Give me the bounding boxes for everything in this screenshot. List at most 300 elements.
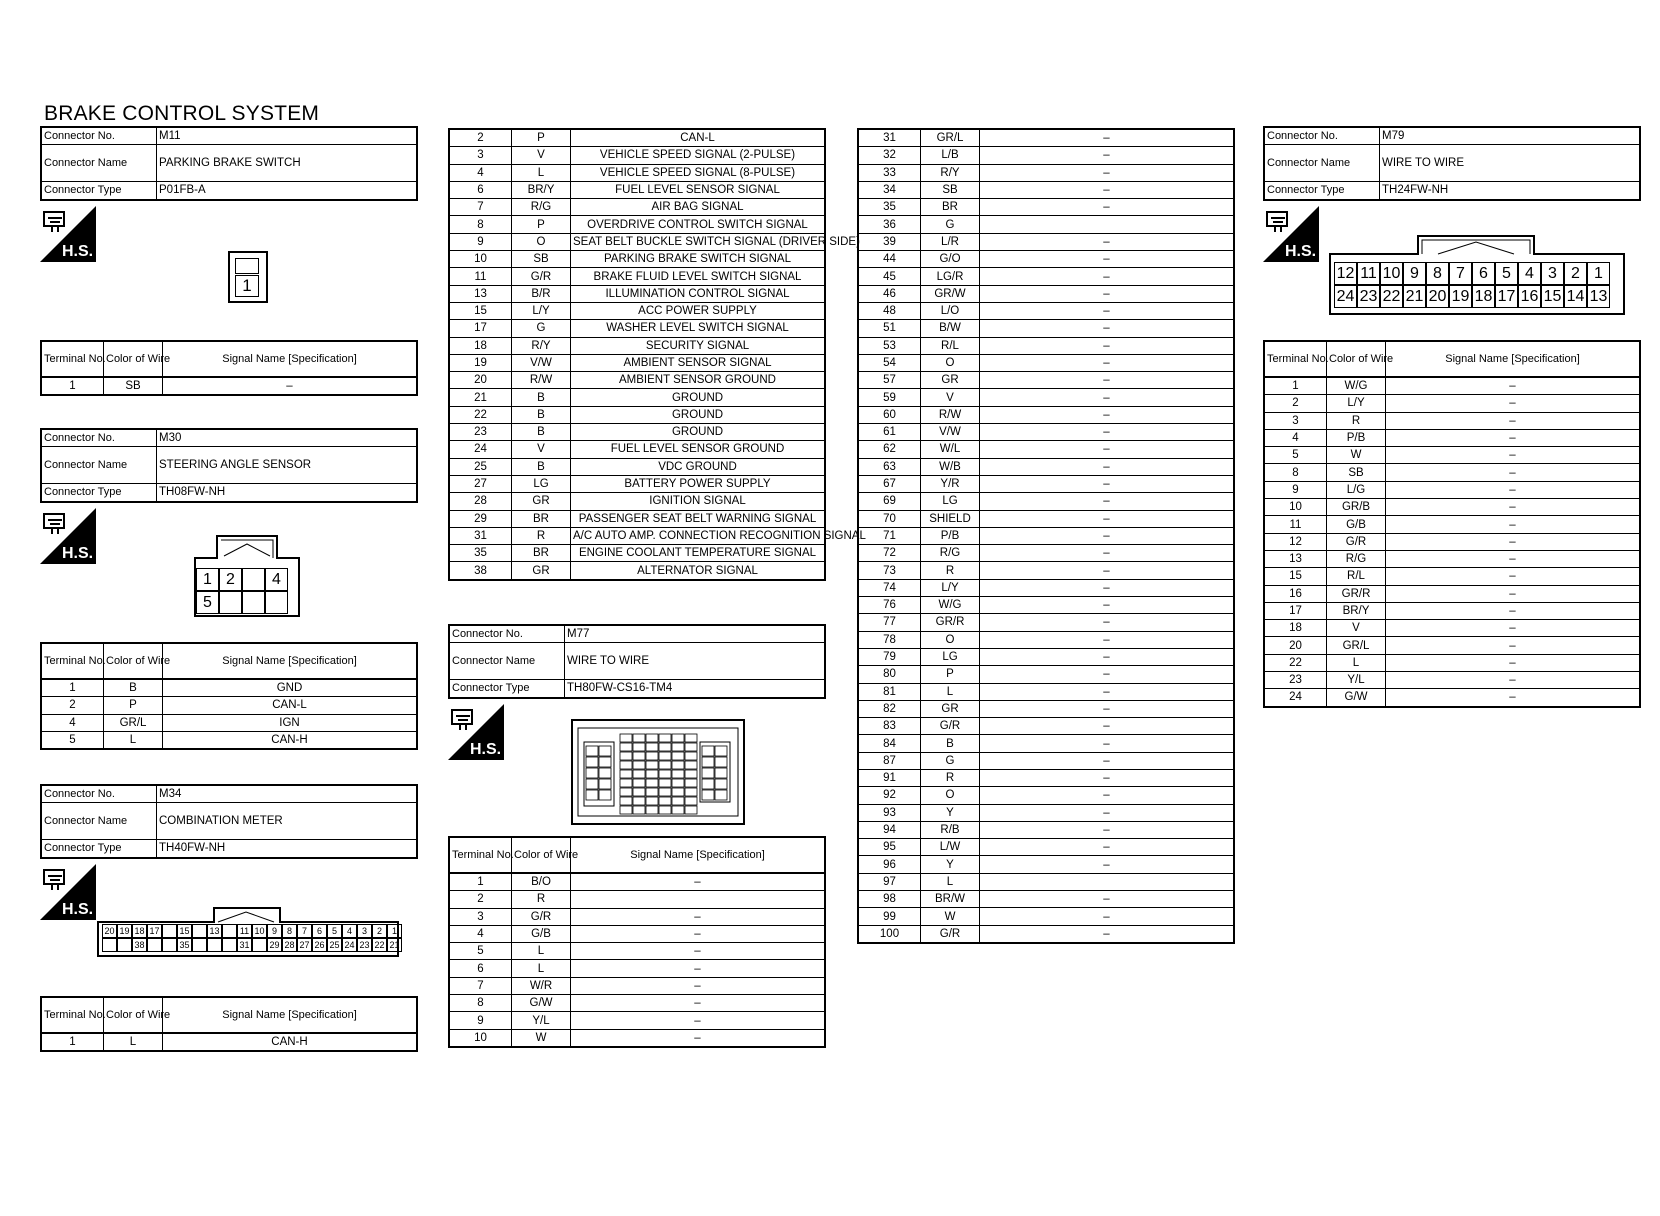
table-row <box>449 285 825 302</box>
connector-type-value: TH80FW-CS16-TM4 <box>565 680 826 698</box>
color-of-wire-header: Color of Wire <box>1327 341 1386 377</box>
m77-connector-face <box>570 718 746 828</box>
table-row <box>858 821 1234 838</box>
table-row <box>1264 550 1640 567</box>
wire-color-cell: O <box>921 631 980 648</box>
connector-m11-info <box>40 126 418 201</box>
signal-name-cell: FUEL LEVEL SENSOR GROUND <box>571 441 826 458</box>
terminal-no-cell: 12 <box>1264 533 1327 550</box>
wire-color-cell: SB <box>512 251 571 268</box>
wire-color-cell: Y <box>921 856 980 873</box>
signal-name-cell: – <box>980 493 1235 510</box>
wire-color-cell: LG <box>512 475 571 492</box>
signal-name-cell: – <box>980 891 1235 908</box>
wire-color-cell: W/R <box>512 977 571 994</box>
signal-name-cell: – <box>980 337 1235 354</box>
wire-color-cell: SB <box>104 377 163 395</box>
signal-name-cell: – <box>980 320 1235 337</box>
wire-color-cell: G <box>921 216 980 233</box>
signal-name-cell: CAN-L <box>571 129 826 147</box>
table-row <box>1264 654 1640 671</box>
connector-pin: 5 <box>1495 262 1518 285</box>
wire-color-cell: V <box>921 389 980 406</box>
connector-pin: 19 <box>117 924 132 938</box>
signal-name-cell: – <box>163 377 418 395</box>
wire-color-cell: G/R <box>921 718 980 735</box>
terminal-no-cell: 92 <box>858 787 921 804</box>
terminal-no-cell: 84 <box>858 735 921 752</box>
wire-color-cell: L/Y <box>921 579 980 596</box>
wire-color-cell: L/B <box>921 147 980 164</box>
connector-pin <box>242 591 265 614</box>
terminal-no-cell: 4 <box>41 714 104 731</box>
terminal-no-cell: 96 <box>858 856 921 873</box>
terminal-no-cell: 29 <box>449 510 512 527</box>
table-row <box>449 995 825 1012</box>
table-row <box>1264 672 1640 689</box>
wire-color-cell: R <box>1327 412 1386 429</box>
table-row <box>858 700 1234 717</box>
signal-name-cell: – <box>980 769 1235 786</box>
table-row <box>449 129 825 147</box>
table-row <box>858 562 1234 579</box>
signal-name-cell: – <box>980 804 1235 821</box>
connector-name-label: Connector Name <box>41 447 157 484</box>
terminal-no-cell: 93 <box>858 804 921 821</box>
m30-pin-grid <box>196 568 288 614</box>
wire-color-cell: V <box>512 147 571 164</box>
connector-pin: 10 <box>252 924 267 938</box>
connector-pin: 18 <box>132 924 147 938</box>
connector-pin: 4 <box>1518 262 1541 285</box>
signal-name-cell: – <box>1386 689 1641 707</box>
signal-name-cell: – <box>1386 637 1641 654</box>
terminal-no-cell: 15 <box>1264 568 1327 585</box>
wire-color-cell: R/W <box>921 406 980 423</box>
connector-name-value: PARKING BRAKE SWITCH <box>157 145 418 182</box>
connector-pin: 35 <box>177 938 192 952</box>
terminal-no-cell: 70 <box>858 510 921 527</box>
terminal-no-cell: 9 <box>449 233 512 250</box>
table-row <box>1264 481 1640 498</box>
color-of-wire-header: Color of Wire <box>104 643 163 679</box>
signal-name-cell: VEHICLE SPEED SIGNAL (8-PULSE) <box>571 164 826 181</box>
connector-type-label: Connector Type <box>41 484 157 502</box>
signal-name-cell: – <box>980 579 1235 596</box>
table-row <box>1264 585 1640 602</box>
table-row <box>1264 689 1640 707</box>
connector-pin: 26 <box>312 938 327 952</box>
terminal-no-cell: 45 <box>858 268 921 285</box>
table-row <box>449 943 825 960</box>
wire-color-cell: V <box>512 441 571 458</box>
wire-color-cell: Y/L <box>512 1012 571 1029</box>
terminal-no-cell: 36 <box>858 216 921 233</box>
table-row <box>449 908 825 925</box>
terminal-no-cell: 16 <box>1264 585 1327 602</box>
connector-pin: 1 <box>387 924 402 938</box>
terminal-no-cell: 18 <box>449 337 512 354</box>
wire-color-cell: G <box>512 320 571 337</box>
pin-1: 1 <box>235 275 259 297</box>
table-row <box>858 354 1234 371</box>
table-row <box>858 527 1234 544</box>
harness-side-icon <box>40 508 96 564</box>
terminal-no-cell: 73 <box>858 562 921 579</box>
wire-color-cell: B <box>512 406 571 423</box>
signal-name-cell: – <box>980 735 1235 752</box>
connector-pin: 16 <box>1518 285 1541 308</box>
table-row <box>449 1012 825 1029</box>
connector-pin: 25 <box>327 938 342 952</box>
table-row <box>449 354 825 371</box>
connector-pin: 14 <box>1564 285 1587 308</box>
terminal-no-cell: 8 <box>449 995 512 1012</box>
signal-name-cell: FUEL LEVEL SENSOR SIGNAL <box>571 181 826 198</box>
wire-color-cell: Y <box>921 804 980 821</box>
signal-name-cell: – <box>980 510 1235 527</box>
signal-name-cell: – <box>571 908 826 925</box>
terminal-no-header: Terminal No. <box>449 837 512 873</box>
terminal-no-cell: 5 <box>41 731 104 749</box>
terminal-no-cell: 95 <box>858 839 921 856</box>
table-row <box>858 579 1234 596</box>
wire-color-cell: B <box>104 679 163 697</box>
terminal-no-cell: 59 <box>858 389 921 406</box>
table-row <box>858 441 1234 458</box>
wire-color-cell: Y/L <box>1327 672 1386 689</box>
wire-color-cell: R <box>512 891 571 908</box>
connector-pin: 20 <box>102 924 117 938</box>
wire-color-cell: GR/W <box>921 285 980 302</box>
wire-color-cell: G/R <box>512 908 571 925</box>
connector-pin: 11 <box>237 924 252 938</box>
connector-type-value: TH24FW-NH <box>1380 182 1641 200</box>
table-row <box>858 545 1234 562</box>
table-row <box>858 631 1234 648</box>
m77-signal-table-continued <box>857 128 1235 944</box>
terminal-no-cell: 10 <box>449 251 512 268</box>
terminal-no-cell: 24 <box>1264 689 1327 707</box>
signal-name-cell: – <box>980 597 1235 614</box>
wire-color-cell: L <box>921 683 980 700</box>
signal-name-cell: – <box>571 943 826 960</box>
connector-pin: 22 <box>1380 285 1403 308</box>
connector-pin: 3 <box>357 924 372 938</box>
table-row <box>858 147 1234 164</box>
signal-name-cell: – <box>980 700 1235 717</box>
connector-pin <box>117 938 132 952</box>
wire-color-cell: L <box>104 1033 163 1051</box>
connector-pin: 4 <box>342 924 357 938</box>
connector-pin: 13 <box>1587 285 1610 308</box>
wire-color-cell: BR/Y <box>512 181 571 198</box>
table-row <box>449 268 825 285</box>
signal-name-cell: CAN-L <box>163 697 418 714</box>
connector-pin <box>192 924 207 938</box>
signal-name-cell: GROUND <box>571 389 826 406</box>
signal-name-cell: – <box>1386 550 1641 567</box>
table-row <box>858 648 1234 665</box>
wire-color-cell: V/W <box>921 424 980 441</box>
wire-color-cell: GR/L <box>1327 637 1386 654</box>
terminal-no-cell: 39 <box>858 233 921 250</box>
terminal-no-cell: 20 <box>1264 637 1327 654</box>
connector-pin <box>219 591 242 614</box>
wire-color-cell: W <box>1327 447 1386 464</box>
wire-color-cell: GR <box>921 700 980 717</box>
signal-name-cell: PARKING BRAKE SWITCH SIGNAL <box>571 251 826 268</box>
signal-name-cell: – <box>1386 412 1641 429</box>
terminal-no-cell: 9 <box>449 1012 512 1029</box>
terminal-no-cell: 23 <box>449 424 512 441</box>
signal-name-cell: AIR BAG SIGNAL <box>571 199 826 216</box>
wire-color-cell: G <box>921 752 980 769</box>
table-row <box>858 199 1234 216</box>
signal-name-cell: – <box>980 389 1235 406</box>
table-row <box>858 268 1234 285</box>
connector-no-label: Connector No. <box>449 625 565 643</box>
signal-name-cell: – <box>1386 620 1641 637</box>
table-row <box>858 718 1234 735</box>
terminal-no-cell: 74 <box>858 579 921 596</box>
m34-signal-table <box>40 996 418 1052</box>
wire-color-cell: R/L <box>1327 568 1386 585</box>
table-row <box>449 302 825 319</box>
terminal-no-cell: 87 <box>858 752 921 769</box>
table-row <box>858 787 1234 804</box>
wire-color-cell: R <box>512 527 571 544</box>
terminal-no-cell: 82 <box>858 700 921 717</box>
wire-color-cell: LG <box>921 648 980 665</box>
connector-pin: 19 <box>1449 285 1472 308</box>
table-row <box>858 769 1234 786</box>
wire-color-cell: L <box>1327 654 1386 671</box>
wire-color-cell: L <box>512 960 571 977</box>
table-row <box>858 424 1234 441</box>
connector-name-value: COMBINATION METER <box>157 803 418 840</box>
wire-color-cell: BR/W <box>921 891 980 908</box>
table-row <box>449 510 825 527</box>
connector-pin: 2 <box>219 568 242 591</box>
terminal-no-cell: 77 <box>858 614 921 631</box>
connector-no-value: M34 <box>157 785 418 803</box>
connector-pin: 18 <box>1472 285 1495 308</box>
connector-pin: 15 <box>177 924 192 938</box>
connector-pin: 24 <box>342 938 357 952</box>
m79-signal-table <box>1263 340 1641 708</box>
connector-pin: 2 <box>372 924 387 938</box>
connector-pin <box>222 924 237 938</box>
terminal-no-cell: 44 <box>858 251 921 268</box>
signal-name-cell: – <box>571 977 826 994</box>
wire-color-cell: BR <box>921 199 980 216</box>
terminal-no-cell: 33 <box>858 164 921 181</box>
wire-color-cell: L/Y <box>512 302 571 319</box>
signal-name-cell: – <box>980 683 1235 700</box>
connector-pin: 29 <box>267 938 282 952</box>
terminal-no-cell: 10 <box>1264 499 1327 516</box>
terminal-no-cell: 63 <box>858 458 921 475</box>
m30-signal-table <box>40 642 418 750</box>
table-row <box>449 337 825 354</box>
connector-name-label: Connector Name <box>449 643 565 680</box>
connector-no-value: M77 <box>565 625 826 643</box>
signal-name-cell: – <box>1386 429 1641 446</box>
table-row <box>41 1033 417 1051</box>
harness-side-icon <box>448 704 504 760</box>
table-row <box>449 873 825 891</box>
wire-color-cell: G/W <box>1327 689 1386 707</box>
connector-pin <box>162 938 177 952</box>
signal-name-cell: SECURITY SIGNAL <box>571 337 826 354</box>
connector-pin <box>147 938 162 952</box>
terminal-no-cell: 3 <box>1264 412 1327 429</box>
connector-type-label: Connector Type <box>1264 182 1380 200</box>
connector-no-value: M30 <box>157 429 418 447</box>
wire-color-cell: R/G <box>921 545 980 562</box>
wire-color-cell: GR <box>921 372 980 389</box>
signal-name-cell: – <box>980 233 1235 250</box>
signal-name-cell: AMBIENT SENSOR SIGNAL <box>571 354 826 371</box>
signal-name-cell: – <box>980 614 1235 631</box>
wire-color-cell: GR <box>512 562 571 580</box>
terminal-no-cell: 57 <box>858 372 921 389</box>
signal-name-cell: – <box>980 925 1235 943</box>
connector-m34-info <box>40 784 418 859</box>
wire-color-cell: L/Y <box>1327 395 1386 412</box>
terminal-no-cell: 31 <box>858 129 921 147</box>
connector-no-value: M79 <box>1380 127 1641 145</box>
signal-name-cell: CAN-H <box>163 731 418 749</box>
signal-name-cell: – <box>980 268 1235 285</box>
wire-color-cell: L/R <box>921 233 980 250</box>
signal-name-cell: – <box>980 527 1235 544</box>
connector-pin: 12 <box>1334 262 1357 285</box>
connector-pin: 23 <box>357 938 372 952</box>
terminal-no-cell: 94 <box>858 821 921 838</box>
terminal-no-cell: 7 <box>449 977 512 994</box>
signal-name-cell <box>571 891 826 908</box>
table-row <box>449 977 825 994</box>
connector-pin <box>192 938 207 952</box>
terminal-no-cell: 20 <box>449 372 512 389</box>
connector-name-label: Connector Name <box>1264 145 1380 182</box>
signal-name-cell: AMBIENT SENSOR GROUND <box>571 372 826 389</box>
wire-color-cell: LG/R <box>921 268 980 285</box>
terminal-no-cell: 3 <box>449 908 512 925</box>
terminal-no-cell: 35 <box>858 199 921 216</box>
terminal-no-cell: 17 <box>1264 602 1327 619</box>
signal-name-cell: – <box>980 285 1235 302</box>
signal-name-cell: BRAKE FLUID LEVEL SWITCH SIGNAL <box>571 268 826 285</box>
wire-color-cell: R/Y <box>921 164 980 181</box>
terminal-no-cell: 34 <box>858 181 921 198</box>
connector-no-label: Connector No. <box>41 785 157 803</box>
terminal-no-cell: 71 <box>858 527 921 544</box>
terminal-no-cell: 10 <box>449 1029 512 1047</box>
connector-no-label: Connector No. <box>41 127 157 145</box>
table-row <box>858 666 1234 683</box>
table-row <box>1264 637 1640 654</box>
wire-color-cell: R/Y <box>512 337 571 354</box>
connector-pin: 9 <box>267 924 282 938</box>
connector-name-label: Connector Name <box>41 145 157 182</box>
table-row <box>858 181 1234 198</box>
wire-color-cell: G/R <box>921 925 980 943</box>
connector-pin: 3 <box>1541 262 1564 285</box>
table-row <box>858 389 1234 406</box>
signal-name-cell: – <box>980 372 1235 389</box>
wire-color-cell: G/B <box>1327 516 1386 533</box>
terminal-no-cell: 9 <box>1264 481 1327 498</box>
connector-m79-info <box>1263 126 1641 201</box>
connector-pin: 13 <box>207 924 222 938</box>
wire-color-cell: P/B <box>921 527 980 544</box>
signal-name-cell: SEAT BELT BUCKLE SWITCH SIGNAL (DRIVER SIDE) <box>571 233 826 250</box>
table-row <box>449 216 825 233</box>
signal-name-cell: – <box>980 354 1235 371</box>
signal-name-cell: – <box>1386 447 1641 464</box>
wire-color-cell: GR/R <box>921 614 980 631</box>
wire-color-cell: W/G <box>1327 377 1386 395</box>
terminal-no-cell: 80 <box>858 666 921 683</box>
terminal-no-cell: 1 <box>1264 377 1327 395</box>
terminal-no-cell: 3 <box>449 147 512 164</box>
connector-pin: 1 <box>1587 262 1610 285</box>
terminal-no-cell: 8 <box>1264 464 1327 481</box>
table-row <box>858 372 1234 389</box>
signal-name-cell: – <box>1386 481 1641 498</box>
signal-name-cell: – <box>980 129 1235 147</box>
wire-color-cell: B <box>512 424 571 441</box>
table-row <box>449 493 825 510</box>
connector-m77-info <box>448 624 826 699</box>
wire-color-cell: V <box>1327 620 1386 637</box>
terminal-no-cell: 23 <box>1264 672 1327 689</box>
terminal-no-cell: 21 <box>449 389 512 406</box>
terminal-no-cell: 51 <box>858 320 921 337</box>
terminal-no-cell: 35 <box>449 545 512 562</box>
wire-color-cell: L/G <box>1327 481 1386 498</box>
terminal-no-cell: 72 <box>858 545 921 562</box>
connector-pin: 20 <box>1426 285 1449 308</box>
wire-color-cell: O <box>921 354 980 371</box>
table-row <box>858 129 1234 147</box>
signal-name-cell: – <box>980 821 1235 838</box>
signal-name-cell: – <box>980 562 1235 579</box>
connector-pin: 11 <box>1357 262 1380 285</box>
table-row <box>1264 516 1640 533</box>
table-row <box>449 424 825 441</box>
terminal-no-cell: 27 <box>449 475 512 492</box>
wire-color-cell: GR/L <box>104 714 163 731</box>
connector-type-label: Connector Type <box>41 840 157 858</box>
hs-label: H.S. <box>1285 243 1317 260</box>
terminal-no-cell: 28 <box>449 493 512 510</box>
connector-pin <box>162 924 177 938</box>
connector-pin: 21 <box>387 938 402 952</box>
terminal-no-cell: 2 <box>41 697 104 714</box>
terminal-no-cell: 60 <box>858 406 921 423</box>
table-row <box>858 614 1234 631</box>
table-row <box>449 251 825 268</box>
connector-pin <box>242 568 265 591</box>
table-row <box>1264 412 1640 429</box>
connector-pin: 27 <box>297 938 312 952</box>
terminal-no-cell: 4 <box>449 164 512 181</box>
m79-pin-grid <box>1334 262 1610 308</box>
